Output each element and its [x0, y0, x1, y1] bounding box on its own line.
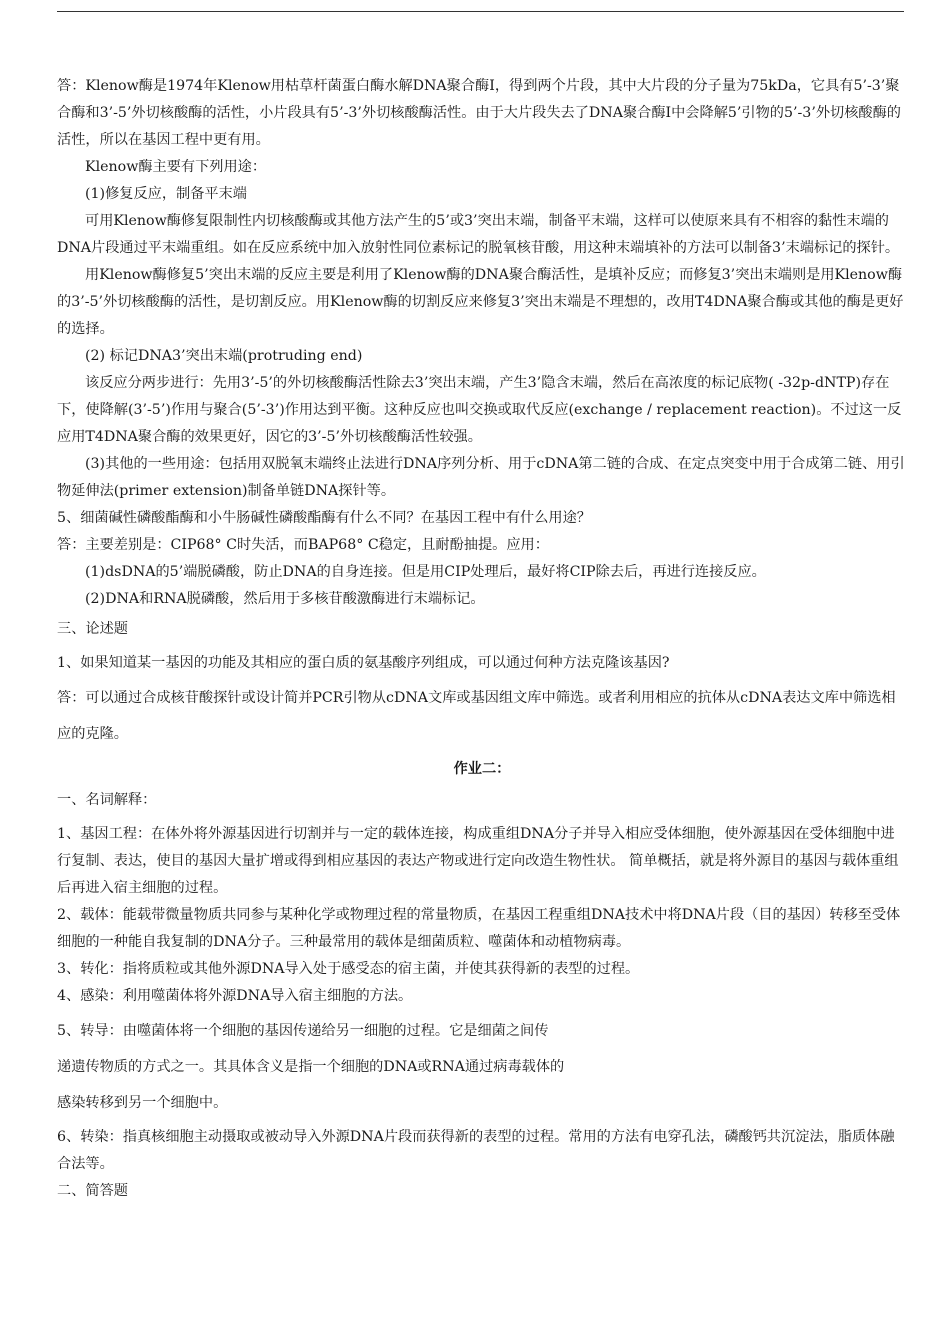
section-3-heading: 三、论述题	[57, 621, 128, 637]
answer-5-item-1: (1)dsDNA的5’端脱磷酸，防止DNA的自身连接。但是用CIP处理后，最好将CIP除去后，再进行连接反应。	[85, 564, 766, 580]
answer-5-item-2: (2)DNA和RNA脱磷酸，然后用于多核苷酸激酶进行末端标记。	[85, 591, 485, 607]
definition-genetic-engineering: 1、基因工程：在体外将外源基因进行切割并与一定的载体连接，构成重组DNA分子并导入相应受体细胞，使外源基因在受体细胞中进行复制、表达，使目的基因大量扩增或得到相应基因的表达产物或进行定向改造生物性状。 简单概括，就是将外源目的基因与载体重组后再进入宿主细胞的过程。	[57, 826, 899, 896]
definition-transduction-line-3: 感染转移到另一个细胞中。	[57, 1095, 228, 1111]
section-2-heading: 二、简答题	[57, 1183, 128, 1199]
definition-transduction-line-1: 5、转导：由噬菌体将一个细胞的基因传递给另一细胞的过程。它是细菌之间传	[57, 1023, 549, 1039]
answer-5: 答：主要差别是：CIP68° C时失活，而BAP68° C稳定，且耐酚抽提。应用：	[57, 537, 549, 553]
answer-klenow-intro: 答：Klenow酶是1974年Klenow用枯草杆菌蛋白酶水解DNA聚合酶I，得到两个片段，其中大片段的分子量为75kDa，它具有5’-3’聚合酶和3’-5’外切核酸酶的活性，小片段具有5’-3’外切核酸酶活性。由于大片段失去了DNA聚合酶I中会降解5’引物的5’-3’外切核酸酶的活性，所以在基因工程中更有用。	[57, 78, 901, 148]
section-1-heading: 一、名词解释：	[57, 792, 157, 808]
definition-transduction-line-2: 递遗传物质的方式之一。其具体含义是指一个细胞的DNA或RNA通过病毒载体的	[57, 1059, 565, 1075]
klenow-use-2-text: 该反应分两步进行：先用3’-5’的外切核酸酶活性除去3’突出末端，产生3’隐含末端，然后在高浓度的标记底物( -32p-dNTP)存在下，使降解(3’-5’)作用与聚合(5’-3’)作用达到平衡。这种反应也叫交换或取代反应(exchange / replacement reaction)。不过这一反应用T4DNA聚合酶的效果更好，因它的3’-5’外切核酸酶活性较强。	[57, 375, 902, 445]
header-rule	[57, 11, 904, 12]
klenow-repair-text: 用Klenow酶修复5’突出末端的反应主要是利用了Klenow酶的DNA聚合酶活性，是填补反应；而修复3’突出末端则是用Klenow酶的3’-5’外切核酸酶的活性，是切割反应。用Klenow酶的切割反应来修复3’突出末端是不理想的，改用T4DNA聚合酶或其他的酶是更好的选择。	[57, 267, 904, 337]
essay-answer-1: 答：可以通过合成核苷酸探针或设计简并PCR引物从cDNA文库或基因组文库中筛选。或者利用相应的抗体从cDNA表达文库中筛选相应的克隆。	[57, 690, 896, 742]
klenow-use-1-heading: (1)修复反应，制备平末端	[85, 186, 247, 202]
klenow-use-3-text: (3)其他的一些用途：包括用双脱氧末端终止法进行DNA序列分析、用于cDNA第二链的合成、在定点突变中用于合成第二链、用引物延伸法(primer extension)制备单链DNA探针等。	[57, 456, 905, 499]
question-5: 5、细菌碱性磷酸酯酶和小牛肠碱性磷酸酯酶有什么不同？在基因工程中有什么用途？	[57, 510, 591, 526]
klenow-use-1-text: 可用Klenow酶修复限制性内切核酸酶或其他方法产生的5’或3’突出末端，制备平末端，这样可以使原来具有不相容的黏性末端的DNA片段通过平末端重组。如在反应系统中加入放射性同位素标记的脱氧核苷酸，用这种末端填补的方法可以制备3’末端标记的探针。	[57, 213, 900, 256]
document-body	[57, 73, 907, 1205]
definition-transfection: 6、转染：指真核细胞主动摄取或被动导入外源DNA片段而获得新的表型的过程。常用的方法有电穿孔法，磷酸钙共沉淀法，脂质体融合法等。	[57, 1129, 895, 1172]
klenow-use-2-heading: (2) 标记DNA3’突出末端(protruding end)	[85, 348, 363, 364]
definition-vector: 2、载体：能载带微量物质共同参与某种化学或物理过程的常量物质，在基因工程重组DNA技术中将DNA片段（目的基因）转移至受体细胞的一种能自我复制的DNA分子。三种最常用的载体是细菌质粒、噬菌体和动植物病毒。	[57, 907, 901, 950]
definition-infection: 4、感染：利用噬菌体将外源DNA导入宿主细胞的方法。	[57, 988, 413, 1004]
assignment-2-title: 作业二：	[453, 761, 511, 777]
klenow-uses-heading: Klenow酶主要有下列用途：	[85, 159, 267, 175]
definition-transformation: 3、转化：指将质粒或其他外源DNA导入处于感受态的宿主菌，并使其获得新的表型的过程。	[57, 961, 640, 977]
essay-question-1: 1、如果知道某一基因的功能及其相应的蛋白质的氨基酸序列组成，可以通过何种方法克隆该基因?	[57, 655, 670, 671]
